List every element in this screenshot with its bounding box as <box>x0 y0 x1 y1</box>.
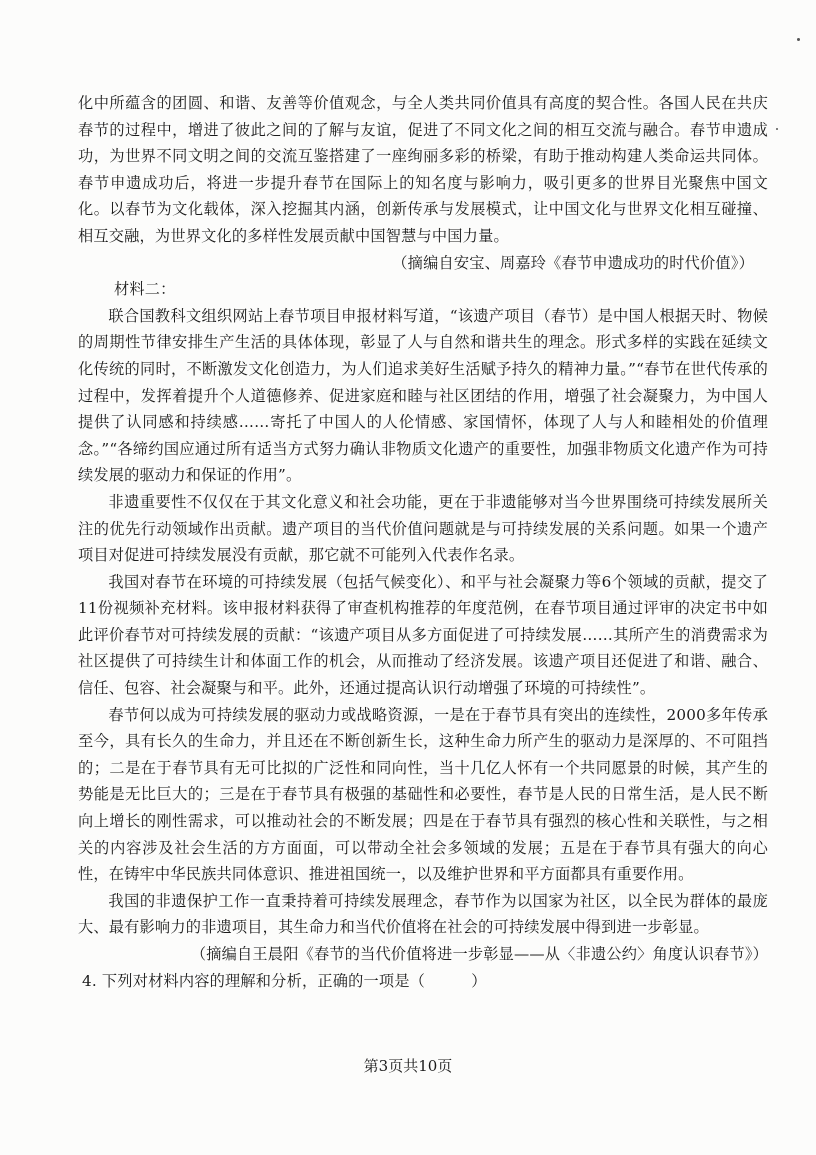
paragraph-unesco-quote: 联合国教科文组织网站上春节项目申报材料写道，“该遗产项目（春节）是中国人根据天时、物候的周期性节律安排生产生活的具体体现，彰显了人与自然和谐共生的理念。形式多样的实践在延续文化传统的同时，不断激发文化创造力，为人们追求美好生活赋予持久的精神力量。”“春节在世代传承的过程中，发挥着提升个人道德修养、促进家庭和睦与社区团结的作用，增强了社会凝聚力，为中国人提供了认同感和持续感……寄托了中国人的人伦情感、家国情怀，体现了人与人和睦相处的价值理念。”“各缔约国应通过所有适当方式努力确认非物质文化遗产的重要性，加强非物质文化遗产作为可持续发展的驱动力和保证的作用”。 <box>78 306 768 485</box>
paragraph-continuation: 化中所蕴含的团圆、和谐、友善等价值观念，与全人类共同价值具有高度的契合性。各国人民在共庆春节的过程中，增进了彼此之间的了解与友谊，促进了不同文化之间的相互交流与融合。春节申遗成功，为世界不同文明之间的交流互鉴搭建了一座绚丽多彩的桥梁，有助于推动构建人类命运共同体。春节申遗成功后，将进一步提升春节在国际上的知名度与影响力，吸引更多的世界目光聚焦中国文化。以春节为文化载体，深入挖掘其内涵，创新传承与发展模式，让中国文化与世界文化相互碰撞、相互交融，为世界文化的多样性发展贡献中国智慧与中国力量。 <box>78 94 768 245</box>
scan-speck <box>776 128 778 130</box>
paragraph-heritage-importance: 非遗重要性不仅仅在于其文化意义和社会功能，更在于非遗能够对当今世界围绕可持续发展所关注的优先行动领域作出贡献。遗产项目的当代价值问题就是与可持续发展的关系问题。如果一个遗产项目对促进可持续发展没有贡献，那它就不可能列入代表作名录。 <box>78 492 768 565</box>
scan-speck <box>797 38 800 41</box>
question-4: 4. 下列对材料内容的理解和分析，正确的一项是（ ） <box>82 971 487 990</box>
source-citation-1: （摘编自安宝、周嘉玲《春节申遗成功的时代价值》） <box>392 253 754 272</box>
paragraph-conclusion: 我国的非遗保护工作一直秉持着可持续发展理念，春节作为以国家为社区，以全民为群体的最庞大、最有影响力的非遗项目，其生命力和当代价值将在社会的可持续发展中得到进一步彰显。 <box>78 891 768 937</box>
document-body <box>78 90 768 994</box>
paragraph-driving-force: 春节何以成为可持续发展的驱动力或战略资源，一是在于春节具有突出的连续性，2000多年传承至今，具有长久的生命力，并且还在不断创新生长，这种生命力所产生的驱动力是深厚的、不可阻挡的；二是在于春节具有无可比拟的广泛性和同向性，当十几亿人怀有一个共同愿景的时候，其产生的势能是无比巨大的；三是在于春节具有极强的基础性和必要性，春节是人民的日常生活，是人民不断向上增长的刚性需求，可以推动社会的不断发展；四是在于春节具有强烈的核心性和关联性，与之相关的内容涉及社会生活的方方面面，可以带动全社会多领域的发展；五是在于春节具有强大的向心性，在铸牢中华民族共同体意识、推进祖国统一，以及维护世界和平方面都具有重要作用。 <box>78 705 768 884</box>
page-number: 第3页共10页 <box>363 1057 453 1075</box>
source-citation-2: （摘编自王晨阳《春节的当代价值将进一步彰显——从〈非遗公约〉角度认识春节》） <box>190 945 768 963</box>
material-two-label: 材料二： <box>114 280 176 299</box>
paragraph-contribution: 我国对春节在环境的可持续发展（包括气候变化）、和平与社会凝聚力等6个领域的贡献，提交了11份视频补充材料。该申报材料获得了审查机构推荐的年度范例，在春节项目通过评审的决定书中如此评价春节对可持续发展的贡献：“该遗产项目从多方面促进了可持续发展……其所产生的消费需求为社区提供了可持续生计和体面工作的机会，从而推动了经济发展。该遗产项目还促进了和谐、融合、信任、包容、社会凝聚与和平。此外，还通过提高认识行动增强了环境的可持续性”。 <box>78 572 768 698</box>
